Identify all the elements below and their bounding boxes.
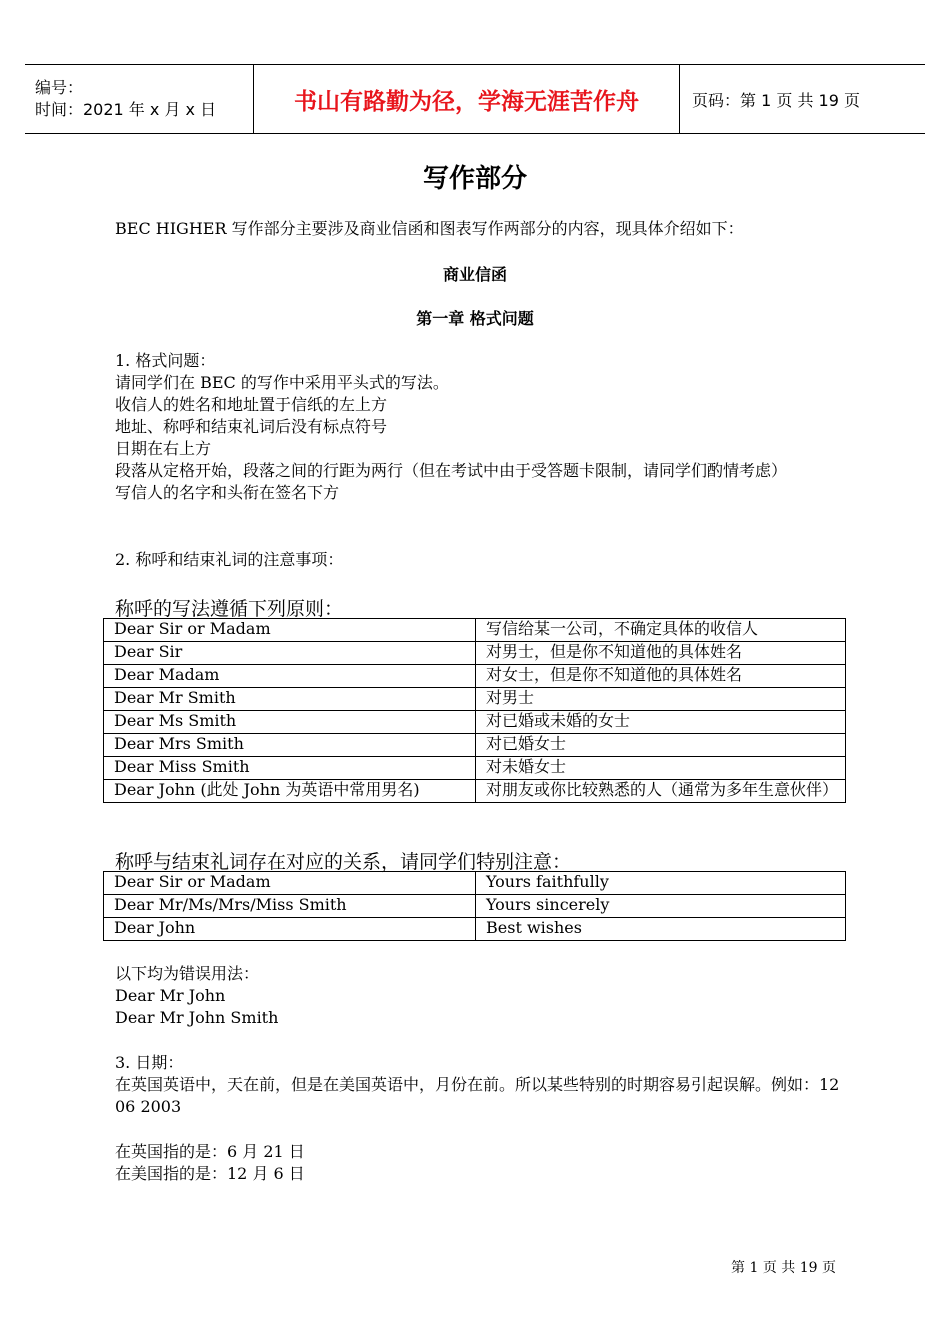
table-cell: Dear Sir or Madam <box>104 872 476 895</box>
closing-caption: 称呼与结束礼词存在对应的关系，请同学们特别注意： <box>115 851 572 873</box>
closing-table <box>103 871 846 941</box>
date-section <box>115 1052 845 1118</box>
number-label: 编号： <box>35 78 84 97</box>
table-cell: 对男士 <box>476 688 846 711</box>
wrong-heading: 以下均为错误用法： <box>115 964 260 983</box>
table-cell: 对已婚女士 <box>476 734 846 757</box>
table-cell: Dear John <box>104 918 476 941</box>
table-row <box>104 895 846 918</box>
time-label: 时间：2021 年 x 月 x 日 <box>35 100 217 119</box>
table-cell: Dear Mr/Ms/Mrs/Miss Smith <box>104 895 476 918</box>
table-cell: Dear Mrs Smith <box>104 734 476 757</box>
table-cell: 对男士，但是你不知道他的具体姓名 <box>476 642 846 665</box>
table-cell: Dear Sir <box>104 642 476 665</box>
format-line: 地址、称呼和结束礼词后没有标点符号 <box>115 417 388 436</box>
table-cell: 对女士，但是你不知道他的具体姓名 <box>476 665 846 688</box>
format-section <box>115 350 845 504</box>
date-heading: 3. 日期： <box>115 1053 184 1072</box>
chapter-title: 第一章 格式问题 <box>416 309 534 328</box>
salutation-table <box>103 618 846 803</box>
salutation-heading: 2. 称呼和结束礼词的注意事项： <box>115 550 344 569</box>
table-row <box>104 757 846 780</box>
date-text: 在英国英语中，天在前，但是在美国英语中，月份在前。所以某些特别的时期容易引起误解。例如：12 06 2003 <box>115 1075 840 1116</box>
date-uk: 在英国指的是：6 月 21 日 <box>115 1142 305 1161</box>
wrong-usage-section <box>115 963 845 1029</box>
table-cell: Dear Madam <box>104 665 476 688</box>
table-row <box>104 780 846 803</box>
table-cell: Dear Ms Smith <box>104 711 476 734</box>
format-line: 收信人的姓名和地址置于信纸的左上方 <box>115 395 388 414</box>
page-title: 写作部分 <box>422 164 527 194</box>
date-us: 在美国指的是：12 月 6 日 <box>115 1164 305 1183</box>
table-row <box>104 918 846 941</box>
format-heading: 1. 格式问题： <box>115 351 216 370</box>
table-row <box>104 665 846 688</box>
table-row <box>104 711 846 734</box>
format-line: 请同学们在 BEC 的写作中采用平头式的写法。 <box>115 373 449 392</box>
header-left-cell <box>25 65 254 134</box>
table-cell: 对朋友或你比较熟悉的人（通常为多年生意伙伴） <box>476 780 846 803</box>
table-cell: 对未婚女士 <box>476 757 846 780</box>
table-cell: Dear Mr Smith <box>104 688 476 711</box>
page-header <box>25 64 925 134</box>
table-cell: 写信给某一公司，不确定具体的收信人 <box>476 619 846 642</box>
table-row <box>104 688 846 711</box>
motto: 书山有路勤为径，学海无涯苦作舟 <box>254 65 680 134</box>
table-row <box>104 734 846 757</box>
wrong-line: Dear Mr John Smith <box>115 1008 279 1027</box>
date-examples <box>115 1141 845 1185</box>
section-title: 商业信函 <box>442 265 507 284</box>
table-row <box>104 619 846 642</box>
intro-text: BEC HIGHER 写作部分主要涉及商业信函和图表写作两部分的内容，现具体介绍如下： <box>115 219 744 238</box>
table-cell: Dear Miss Smith <box>104 757 476 780</box>
table-cell: Dear John (此处 John 为英语中常用男名) <box>104 780 476 803</box>
salutation-caption: 称呼的写法遵循下列原则： <box>115 598 344 620</box>
page-label: 页码：第 1 页 共 19 页 <box>680 65 926 134</box>
table-cell: Dear Sir or Madam <box>104 619 476 642</box>
table-row <box>104 642 846 665</box>
format-line: 段落从定格开始，段落之间的行距为两行（但在考试中由于受答题卡限制，请同学们酌情考虑） <box>115 461 788 480</box>
wrong-line: Dear Mr John <box>115 986 226 1005</box>
table-cell: Yours faithfully <box>476 872 846 895</box>
table-cell: 对已婚或未婚的女士 <box>476 711 846 734</box>
format-line: 写信人的名字和头衔在签名下方 <box>115 483 340 502</box>
format-line: 日期在右上方 <box>115 439 212 458</box>
table-row <box>104 872 846 895</box>
table-cell: Yours sincerely <box>476 895 846 918</box>
page-footer: 第 1 页 共 19 页 <box>731 1260 836 1276</box>
table-cell: Best wishes <box>476 918 846 941</box>
